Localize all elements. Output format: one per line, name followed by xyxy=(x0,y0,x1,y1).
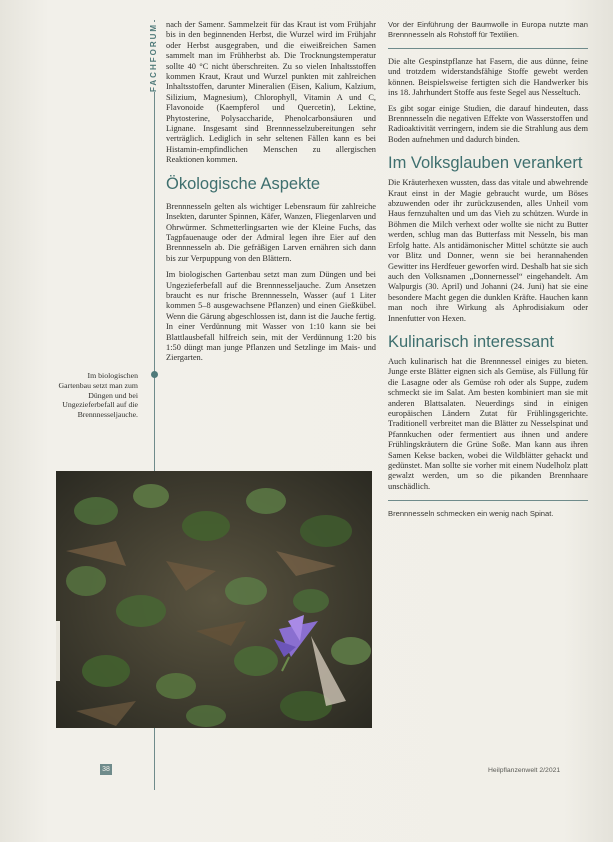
side-note-quote: Im biologischen Gartenbau setzt man zum Düngen und bei Ungezieferbefall auf die Brennnesseljauche. xyxy=(58,371,138,420)
culinary-paragraph: Auch kulinarisch hat die Brennnessel einiges zu bieten. Junge erste Blätter eignen sich als Gemüse, als Füllung für die Lasagne oder als Gemüse roh oder als Suppe, zudem schmeckt sie im Salat. Am besten kombiniert man sie mit anderen Blattsalaten. Neuerdings sind in einigen europäischen Ländern Zutat für Frühlingsgerichte. Traditionell verbreitet man die Blätter zu Nesselspinat und Pfannkuchen oder fermentiert aus ihnen und andere Frühlingskräutern die Grüne Soße. Man kann aus ihren Samen Kekse backen, wobei die Wildblätter gehackt und gedünstet. Man sollte sie vorher mit einem Nudelholz platt gewalzt werden, um so die pikanden Brennhaare unschädlich. xyxy=(388,356,588,491)
crocus-photo xyxy=(56,471,372,728)
divider-dot xyxy=(151,371,158,378)
info-box-rule xyxy=(388,48,588,49)
intro-paragraph: nach der Samenr. Sammelzeit für das Kraut ist vom Frühjahr bis in den beginnenden Herbst, die Wurzel wird im Frühjahr oder Herbst ausgegraben, und die eiweißreichen Samen sammelt man im Frühherbst ab. Die Trocknungstemperatur sollte 40 °C nicht überschreiten. Zu so vielen Inhaltsstoffen kommen Kraut, Kraut und Wurzel punkten mit zahlreichen Inhaltsstoffen, darunter Mineralien (Eisen, Kalium, Kalzium, Silizium, Magnesium), Chlorophyll, Vitamin A und C, Flavonoide (Kaempferol und Quercetin), Lektine, Phytosterine, Polysaccharide, Phenolcarbonsäuren und Lignane. Insgesamt sind Brennnesselzubereitungen sehr verträglich. Lediglich in sehr seltenen Fällen kann es bei Histamin-empfindlichen Menschen zu allergischen Reaktionen kommen. xyxy=(166,20,376,165)
studies-paragraph: Es gibt sogar einige Studien, die darauf hindeuten, dass Brennnesseln die negativen Effekte von Wasserstoffen und Radioaktivität verringern, indem sie die Strahlung aus dem Boden aufnehmen und dadurch binden. xyxy=(388,103,588,144)
right-column xyxy=(388,20,588,519)
page-number: 38 xyxy=(100,764,112,775)
info-box-bottom-rule xyxy=(388,500,588,501)
section-tab xyxy=(144,22,164,92)
folklore-paragraph: Die Kräuterhexen wussten, dass das vitale und abwehrende Kraut einst in der Magie gebraucht wurde, um Böses abzuwenden oder ihr zurückzusenden, alles Unheil vom Haus fernzuhalten und um das Vieh zu schützen. Wurde in Böhmen die Milch verhext oder wollte sie nicht zu Butter werden, schlug man das Butterfass mit Nesseln, bis man Erfolg hatte. Als antidämonischer Mittel schützte sie auch vor Blitz und Donner, wenn sie bei herannahenden Gewitter ins Herdfeuer geworfen wird. Deshalb hat sie sich auch den Volksnamen „Donnernessel“ eingehandelt. Am Walpurgis (30. April) und Johanni (24. Juni) hat sie eine besondere Macht gegen die dunklen Kräfte. Hauchen kann man noch ihre Wirkung als Aphrodisiakum oder Innenfutter von Hexen. xyxy=(388,178,588,323)
heading-volksglauben: Im Volksglauben verankert xyxy=(388,154,583,173)
heading-oekologische-aspekte: Ökologische Aspekte xyxy=(166,174,321,193)
section-tab-label: FACHFORUM xyxy=(149,22,159,92)
ecology-paragraph-1: Brennnesseln gelten als wichtiger Lebensraum für zahlreiche Insekten, darunter Spinnen, Käfer, Wanzen, Fliegenlarven und Ohrwürmer. Schmetterlingsarten wie der Kleine Fuchs, das Tagpfauenauge oder der Admiral legen ihre Eier auf den Brennnesseln ab. Die gefräßigen Larven ernähren sich dann bis zur Verpuppung von den Blättern. xyxy=(166,201,376,263)
footer-publication: Heilpflanzenwelt 2/2021 xyxy=(488,767,561,774)
crocus-photo-image xyxy=(56,471,372,728)
info-box-bottom: Brennnesseln schmecken ein wenig nach Spinat. xyxy=(388,509,554,519)
middle-column xyxy=(166,20,376,370)
info-box-top: Vor der Einführung der Baumwolle in Europa nutzte man Brennnesseln als Rohstoff für Textilien. xyxy=(388,20,588,39)
textiles-paragraph: Die alte Gespinstpflanze hat Fasern, die aus dünne, feine und trotzdem widerstandsfähige Stoffe gewebt werden können. Beispielsweise fertigten sich die Handwerker bis ins 18. Jahrhundert Stoffe aus feste Segel aus Nesseltuch. xyxy=(388,57,588,98)
ecology-paragraph-2: Im biologischen Gartenbau setzt man zum Düngen und bei Ungezieferbefall auf die Brennnesseljauche. Zum Ansetzen braucht es nur frische Brennnesseln, Wasser (auf 1 Liter kommen 5–8 ausgewachsene Pflanzen) und einen Gießkübel. Wenn die Gärung abgeschlossen ist, dann ist die Jauche fertig. In einer Verdünnung mit Wasser von 1:10 kann sie bei Blattlausbefall hilfreich sein, mit der Verdünnung 1:20 bis 1:50 düngt man junge Pflanzen und Setzlinge im Mais- und Ziergarten. xyxy=(166,270,376,363)
heading-kulinarisch: Kulinarisch interessant xyxy=(388,332,554,351)
